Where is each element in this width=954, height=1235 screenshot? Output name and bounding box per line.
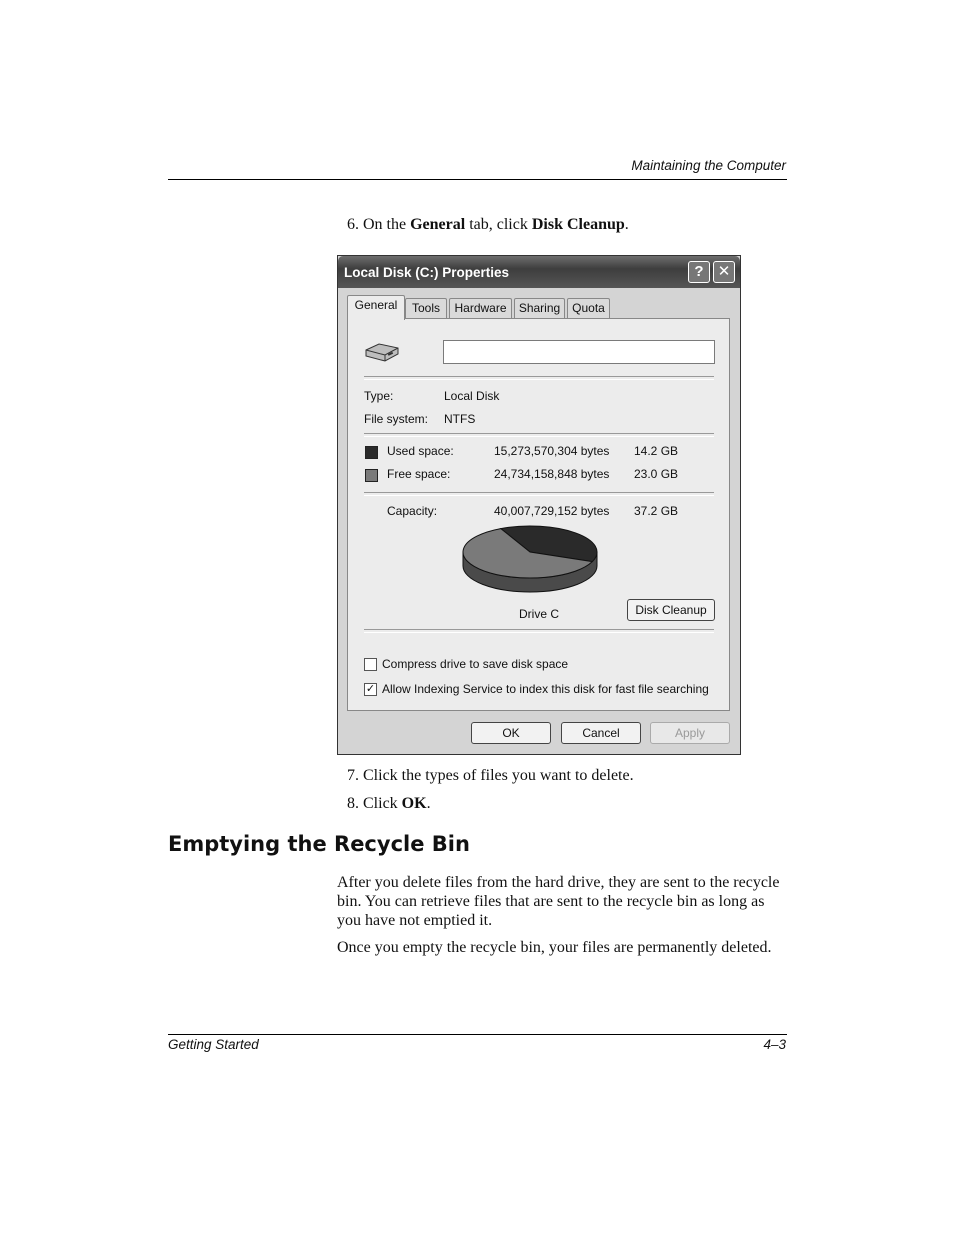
header-rule — [168, 179, 787, 180]
footer-title: Getting Started — [168, 1037, 259, 1052]
apply-button[interactable]: Apply — [650, 722, 730, 744]
properties-dialog — [337, 255, 741, 755]
close-icon[interactable]: ✕ — [713, 261, 735, 283]
section-heading: Emptying the Recycle Bin — [168, 832, 470, 856]
free-space-swatch — [365, 469, 378, 482]
paragraph: After you delete files from the hard drive, they are sent to the recycle bin. You can retrieve files that are sent to the recycle bin as long as you have not emptied it. — [337, 874, 780, 929]
indexing-checkbox[interactable]: ✓ — [365, 683, 376, 695]
hard-drive-icon — [363, 341, 401, 365]
file-system-value: NTFS — [444, 412, 476, 426]
type-value: Local Disk — [444, 389, 500, 403]
disk-cleanup-button[interactable]: Disk Cleanup — [627, 599, 715, 621]
capacity-gb: 37.2 GB — [634, 504, 679, 518]
used-space-swatch — [365, 446, 378, 459]
volume-label-input[interactable] — [443, 340, 715, 364]
used-space-bytes: 15,273,570,304 bytes — [494, 444, 610, 458]
free-space-label: Free space: — [387, 467, 451, 481]
type-label: Type: — [364, 389, 394, 403]
help-icon[interactable]: ? — [688, 261, 710, 283]
drive-label: Drive C — [519, 607, 560, 621]
capacity-bytes: 40,007,729,152 bytes — [494, 504, 610, 518]
divider — [364, 433, 714, 437]
indexing-label: Allow Indexing Service to index this disk for fast file searching — [382, 682, 709, 696]
capacity-label: Capacity: — [387, 504, 438, 518]
tab-tools[interactable]: Tools — [405, 298, 447, 319]
paragraph: Once you empty the recycle bin, your files are permanently deleted. — [337, 939, 772, 956]
file-system-label: File system: — [364, 412, 429, 426]
used-space-label: Used space: — [387, 444, 454, 458]
divider — [364, 629, 714, 633]
footer-rule — [168, 1034, 787, 1035]
free-space-bytes: 24,734,158,848 bytes — [494, 467, 610, 481]
used-space-gb: 14.2 GB — [634, 444, 679, 458]
divider — [364, 376, 714, 380]
divider — [364, 492, 714, 496]
tab-general[interactable]: General — [347, 295, 405, 320]
compress-checkbox[interactable] — [364, 658, 377, 671]
tab-hardware[interactable]: Hardware — [449, 298, 512, 319]
running-header: Maintaining the Computer — [631, 158, 786, 173]
cancel-button[interactable]: Cancel — [561, 722, 641, 744]
step-6: 6. On the General tab, click Disk Cleanup. — [347, 216, 629, 233]
compress-label: Compress drive to save disk space — [382, 657, 569, 671]
tab-sharing[interactable]: Sharing — [514, 298, 565, 319]
tab-quota[interactable]: Quota — [567, 298, 610, 319]
step-7: 7. Click the types of files you want to delete. — [347, 767, 634, 784]
page-number: 4–3 — [763, 1037, 786, 1052]
ok-button[interactable]: OK — [471, 722, 551, 744]
step-8: 8. Click OK. — [347, 795, 431, 812]
general-tab-panel — [347, 318, 730, 711]
title-bar[interactable] — [338, 256, 740, 288]
disk-usage-pie-chart — [460, 524, 600, 604]
free-space-gb: 23.0 GB — [634, 467, 679, 481]
dialog-title: Local Disk (C:) Properties — [344, 265, 510, 280]
